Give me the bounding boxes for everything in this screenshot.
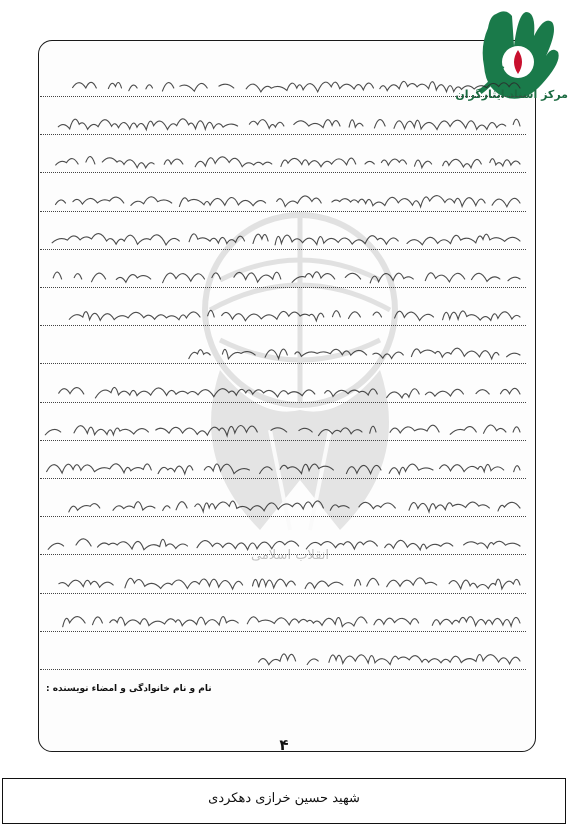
handwritten-line (40, 72, 526, 98)
handwritten-line (40, 416, 526, 442)
signature-label: نام و نام خانوادگی و امضاء نویسنده : (46, 684, 212, 694)
handwritten-line (40, 492, 526, 518)
handwritten-line (40, 339, 526, 365)
watermark-label: انقلاب اسلامی (251, 548, 329, 563)
handwritten-line (40, 607, 526, 633)
handwritten-line (40, 378, 526, 404)
handwritten-line (40, 645, 526, 671)
page-number: ۴ (279, 736, 289, 754)
caption-box (2, 778, 566, 824)
handwritten-line (40, 225, 526, 251)
handwritten-line (40, 454, 526, 480)
handwritten-line (40, 301, 526, 327)
caption: شهید حسین خرازی دهکردی (208, 791, 360, 806)
handwritten-line (40, 569, 526, 595)
handwritten-line (40, 263, 526, 289)
handwritten-line (40, 148, 526, 174)
handwritten-line (40, 110, 526, 136)
handwritten-line (40, 187, 526, 213)
logo-text: مرکز اسناد ایثارگران (455, 88, 568, 101)
handwritten-line (40, 530, 526, 556)
